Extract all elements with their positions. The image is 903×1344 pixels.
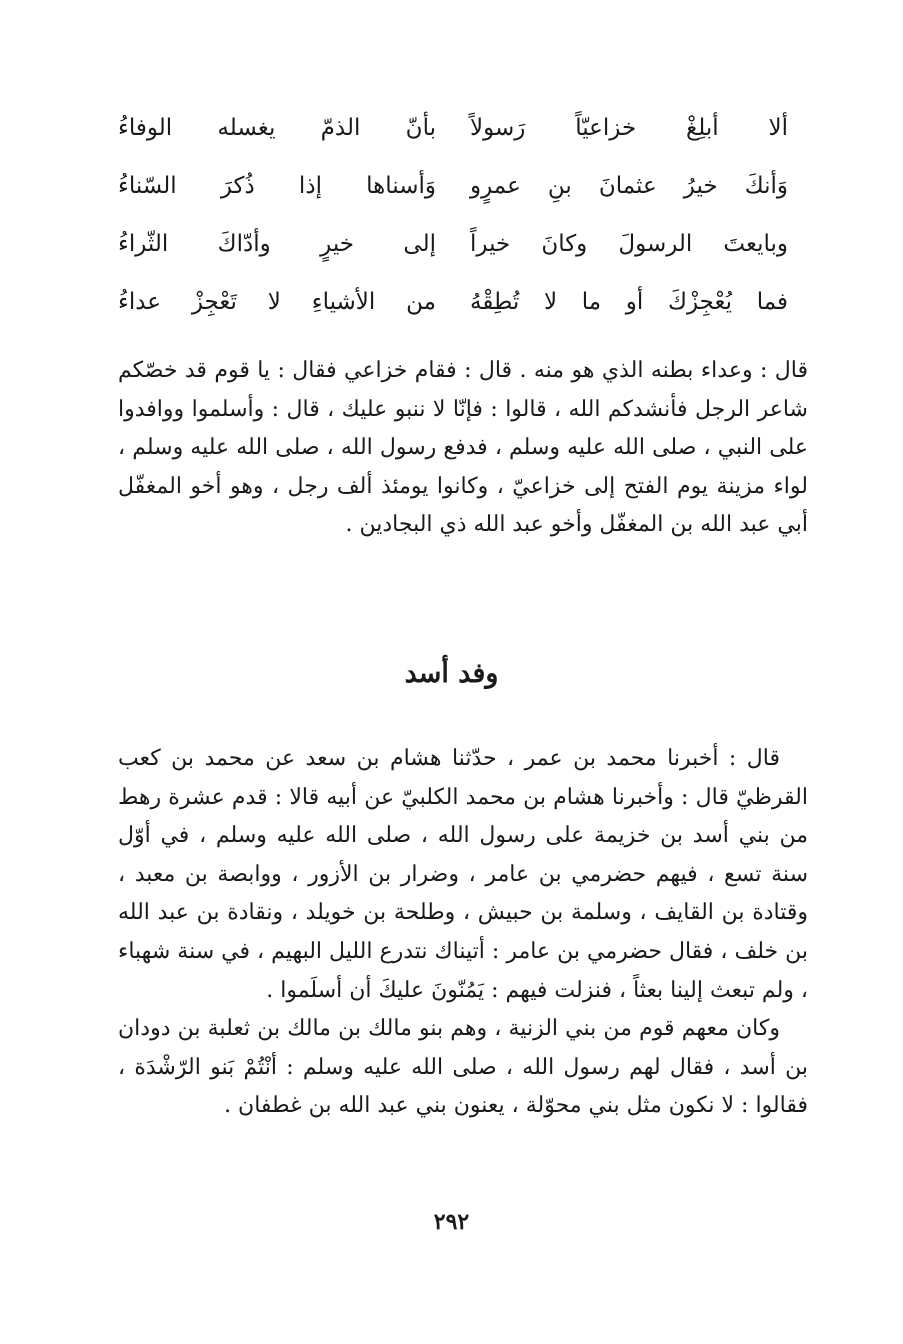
section-title: وفد أسد	[404, 658, 499, 689]
verse-second-hemistich: من الأشياءِ لا تَعْجِزْ عداءُ	[118, 289, 436, 315]
paragraph-3: وكان معهم قوم من بني الزنية ، وهم بنو مالك بن مالك بن ثعلبة بن دودان بن أسد ، فقال لهم رسول الله ، صلى الله عليه وسلم : أنْتُمْ بَنو الرّشْدَة ، فقالوا : لا نكون مثل بني محوّلة ، يعنون بني عبد الله بن غطفان .	[118, 1016, 808, 1119]
poem-verse	[118, 282, 788, 340]
verse-second-hemistich: وَأسناها إذا ذُكرَ السّناءُ	[118, 173, 436, 199]
verse-first-hemistich: وَأنكَ خيرُ عثمانَ بنِ عمرٍو	[470, 173, 788, 199]
paragraph-2: قال : أخبرنا محمد بن عمر ، حدّثنا هشام بن سعد عن محمد بن كعب القرظيّ قال : وأخبرنا هشام بن محمد الكلبيّ عن أبيه قالا : قدم عشرة رهط من بني أسد بن خزيمة على رسول الله ، صلى الله عليه وسلم ، في أوّل سنة تسع ، فيهم حضرمي بن عامر ، وضرار بن الأزور ، ووابصة بن معبد ، وقتادة بن القايف ، وسلمة بن حبيش ، وطلحة بن خويلد ، ونقادة بن عبد الله بن خلف ، فقال حضرمي بن عامر : أتيناك نتدرع الليل البهيم ، في سنة شهباء ، ولم تبعث إلينا بعثاً ، فنزلت فيهم : يَمُنّونَ عليكَ أن أسلَموا .	[118, 746, 809, 1003]
verse-first-hemistich: فما يُعْجِزْكَ أو ما لا تُطِقْهُ	[470, 289, 788, 315]
paragraph-1: قال : وعداء بطنه الذي هو منه . قال : فقام خزاعي فقال : يا قوم قد خصّكم شاعر الرجل فأنشدكم الله ، قالوا : فإنّا لا ننبو عليك ، قال : وأسلموا ووافدوا على النبي ، صلى الله عليه وسلم ، فدفع رسول الله ، صلى الله عليه وسلم ، لواء مزينة يوم الفتح إلى خزاعيّ ، وكانوا يومئذ ألف رجل ، وهو أخو المغفّل أبي عبد الله بن المغفّل وأخو عبد الله ذي البجادين .	[118, 358, 808, 538]
poem-verse	[118, 224, 788, 282]
poem-verse	[118, 108, 788, 166]
verse-second-hemistich: إلى خيرٍ وأدّاكَ الثّراءُ	[118, 231, 436, 257]
verse-second-hemistich: بأنّ الذمّ يغسله الوفاءُ	[118, 115, 436, 141]
verse-first-hemistich: وبايعتَ الرسولَ وكانَ خيراً	[470, 231, 788, 257]
page-number: ٢٩٢	[433, 1209, 470, 1235]
prose-block-top	[118, 352, 808, 545]
verse-first-hemistich: ألا أبلِغْ خزاعيّاً رَسولاً	[470, 115, 788, 141]
prose-block-bottom	[118, 740, 808, 1126]
poem	[118, 108, 788, 340]
poem-verse	[118, 166, 788, 224]
